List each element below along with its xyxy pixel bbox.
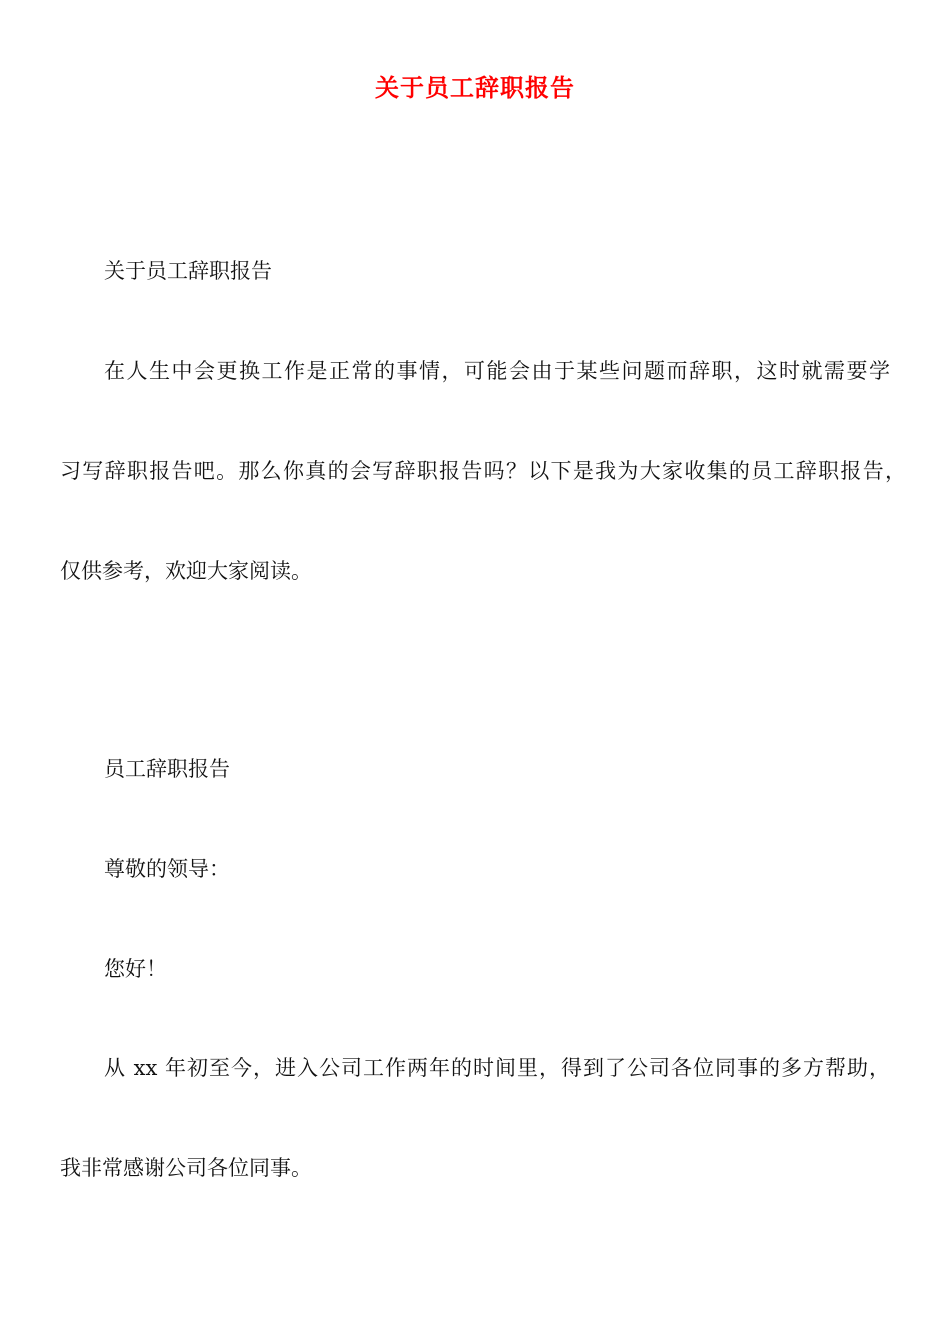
intro-paragraph-line: 习写辞职报告吧。那么你真的会写辞职报告吗？以下是我为大家收集的员工辞职报告， bbox=[60, 459, 906, 483]
body-paragraph-line: 我非常感谢公司各位同事。 bbox=[60, 1156, 312, 1180]
letter-greeting: 您好！ bbox=[104, 957, 167, 981]
document-title: 关于员工辞职报告 bbox=[375, 74, 575, 102]
letter-heading: 员工辞职报告 bbox=[104, 757, 230, 781]
intro-paragraph-line: 仅供参考，欢迎大家阅读。 bbox=[60, 559, 312, 583]
letter-salutation: 尊敬的领导： bbox=[104, 857, 230, 881]
intro-paragraph-line: 在人生中会更换工作是正常的事情，可能会由于某些问题而辞职，这时就需要学 bbox=[104, 359, 890, 383]
section-heading: 关于员工辞职报告 bbox=[104, 259, 272, 283]
body-paragraph-line: 从 xx 年初至今，进入公司工作两年的时间里，得到了公司各位同事的多方帮助， bbox=[104, 1056, 890, 1080]
